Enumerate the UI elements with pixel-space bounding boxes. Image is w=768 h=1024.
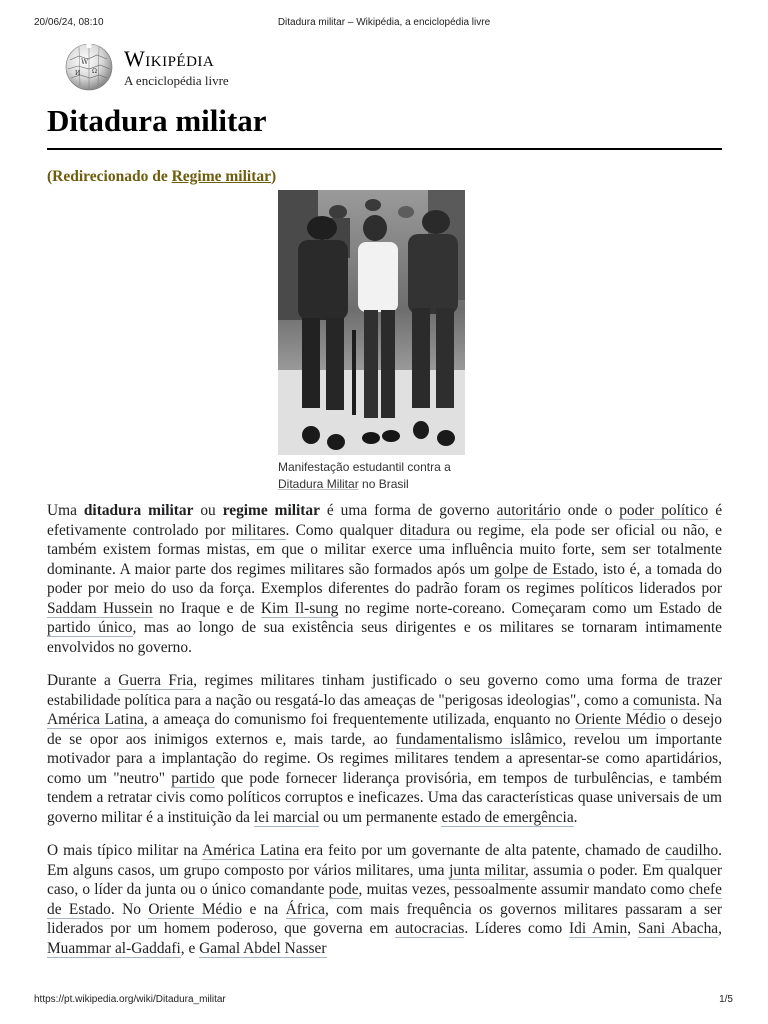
link-golpe-de-estado[interactable]: golpe de Estado xyxy=(494,560,595,578)
link-oriente-medio-2[interactable]: Oriente Médio xyxy=(148,900,243,918)
wikipedia-globe-icon[interactable] xyxy=(64,42,114,92)
svg-text:W: W xyxy=(81,58,89,66)
redirect-link[interactable]: Regime militar xyxy=(171,168,271,185)
article-figure xyxy=(278,190,465,493)
link-america-latina-2[interactable]: América Latina xyxy=(202,842,300,859)
link-autoritario[interactable]: autoritário xyxy=(496,502,561,519)
link-chefe-de-estado[interactable]: chefe de Estado xyxy=(47,881,723,918)
link-caudilho[interactable]: caudilho xyxy=(665,842,719,859)
title-divider xyxy=(47,148,722,150)
svg-text:Ω: Ω xyxy=(92,68,97,75)
link-sani-abacha[interactable]: Sani Abacha xyxy=(637,920,719,937)
link-pode[interactable]: pode xyxy=(328,881,359,898)
article-body xyxy=(47,501,722,972)
link-poder-politico[interactable]: poder político xyxy=(619,502,709,519)
link-oriente-medio[interactable]: Oriente Médio xyxy=(574,711,666,728)
figure-caption: Manifestação estudantil contra a Ditadura Militar no Brasil xyxy=(278,460,451,491)
link-muammar-al-gaddafi[interactable]: Muammar al-Gaddafi xyxy=(47,939,181,957)
paragraph-2: Durante a Guerra Fria, regimes militares tinham justificado o seu governo como uma forma de trazer estabilidade política para a nação ou resgatá-lo das ameaças de "perigosas ideologias", como a comunista. Na América Latina, a ameaça do comunismo foi frequentemente utilizada, enquanto no Oriente Médio o desejo de se opor aos inimigos externos e, mais tarde, ao fundamentalismo islâmico, revelou um importante motivador para a implantação do regime. Os regimes militares tendem a apresentar-se como apartidários, como um "neutro" partido que pode fornecer liderança provisória, em tempos de turbulências, e também tendem a retratar civis como políticos corruptos e ineficazes. Uma das características quase universais de um governo militar é a instituição da lei marcial ou um permanente estado de emergência. xyxy=(47,672,722,826)
link-guerra-fria[interactable]: Guerra Fria xyxy=(118,672,194,689)
term-ditadura-militar: ditadura militar xyxy=(83,502,194,519)
paragraph-1: Uma ditadura militar ou regime militar é uma forma de governo autoritário onde o poder político é efetivamente controlado por militares. Como qualquer ditadura ou regime, ela pode ser oficial ou não, e também existem formas mistas, em que o militar exerce uma influência muito forte, sem ser totalmente dominante. A maior parte dos regimes militares são formados após um golpe de Estado, isto é, a tomada do poder por meio do uso da força. Exemplos diferentes do padrão foram os regimes políticos liderados por Saddam Hussein no Iraque e de Kim Il-sung no regime norte-coreano. Começaram como um Estado de partido único, mas ao longo de sua existência seus dirigentes e os militares se tornaram intimamente envolvidos no governo. xyxy=(47,502,723,656)
paragraph-3: O mais típico militar na América Latina era feito por um governante de alta patente, chamado de caudilho. Em alguns casos, um grupo composto por vários militares, uma junta militar, assumia o poder. Em qualquer caso, o líder da junta ou o único comandante pode, muitas vezes, pessoalmente assumir mandato como chefe de Estado. No Oriente Médio e na África, com mais frequência os governos militares passaram a ser liderados por um homem poderoso, que governa em autocracias. Líderes como Idi Amin, Sani Abacha, Muammar al-Gaddafi, e Gamal Abdel Nasser xyxy=(47,842,723,957)
link-partido-unico[interactable]: partido único xyxy=(47,619,133,636)
link-junta-militar[interactable]: junta militar xyxy=(449,861,525,879)
link-gamal-abdel-nasser[interactable]: Gamal Abdel Nasser xyxy=(199,939,327,957)
protest-photo[interactable] xyxy=(278,190,465,455)
link-autocracias[interactable]: autocracias xyxy=(395,920,465,937)
svg-text:И: И xyxy=(75,70,81,77)
link-kim-il-sung[interactable]: Kim Il-sung xyxy=(260,599,339,617)
link-militares[interactable]: militares xyxy=(231,521,286,539)
term-regime-militar: regime militar xyxy=(222,502,320,519)
print-page-number: 1/5 xyxy=(719,994,733,1005)
print-doc-title: Ditadura militar – Wikipédia, a enciclopédia livre xyxy=(277,17,491,28)
link-idi-amin[interactable]: Idi Amin xyxy=(569,920,628,937)
caption-link[interactable]: Ditadura Militar xyxy=(278,477,359,491)
link-africa[interactable]: África xyxy=(285,900,325,918)
link-partido[interactable]: partido xyxy=(171,769,215,787)
wordmark-title: Wikipédia xyxy=(124,46,215,71)
link-america-latina[interactable]: América Latina xyxy=(47,711,144,728)
page-title: Ditadura militar xyxy=(47,103,267,138)
wordmark-tagline: A enciclopédia livre xyxy=(124,73,229,88)
link-saddam-hussein[interactable]: Saddam Hussein xyxy=(47,599,153,617)
redirect-note: (Redirecionado de Regime militar) xyxy=(47,168,277,185)
link-ditadura[interactable]: ditadura xyxy=(399,521,451,539)
link-fundamentalismo-islamico[interactable]: fundamentalismo islâmico xyxy=(395,730,563,748)
print-url: https://pt.wikipedia.org/wiki/Ditadura_militar xyxy=(34,994,226,1005)
wikipedia-wordmark[interactable] xyxy=(124,46,229,89)
link-lei-marcial[interactable]: lei marcial xyxy=(253,808,320,826)
link-comunista[interactable]: comunista xyxy=(633,691,697,709)
print-datetime: 20/06/24, 08:10 xyxy=(34,17,104,28)
link-estado-de-emergencia[interactable]: estado de emergência xyxy=(441,808,574,826)
